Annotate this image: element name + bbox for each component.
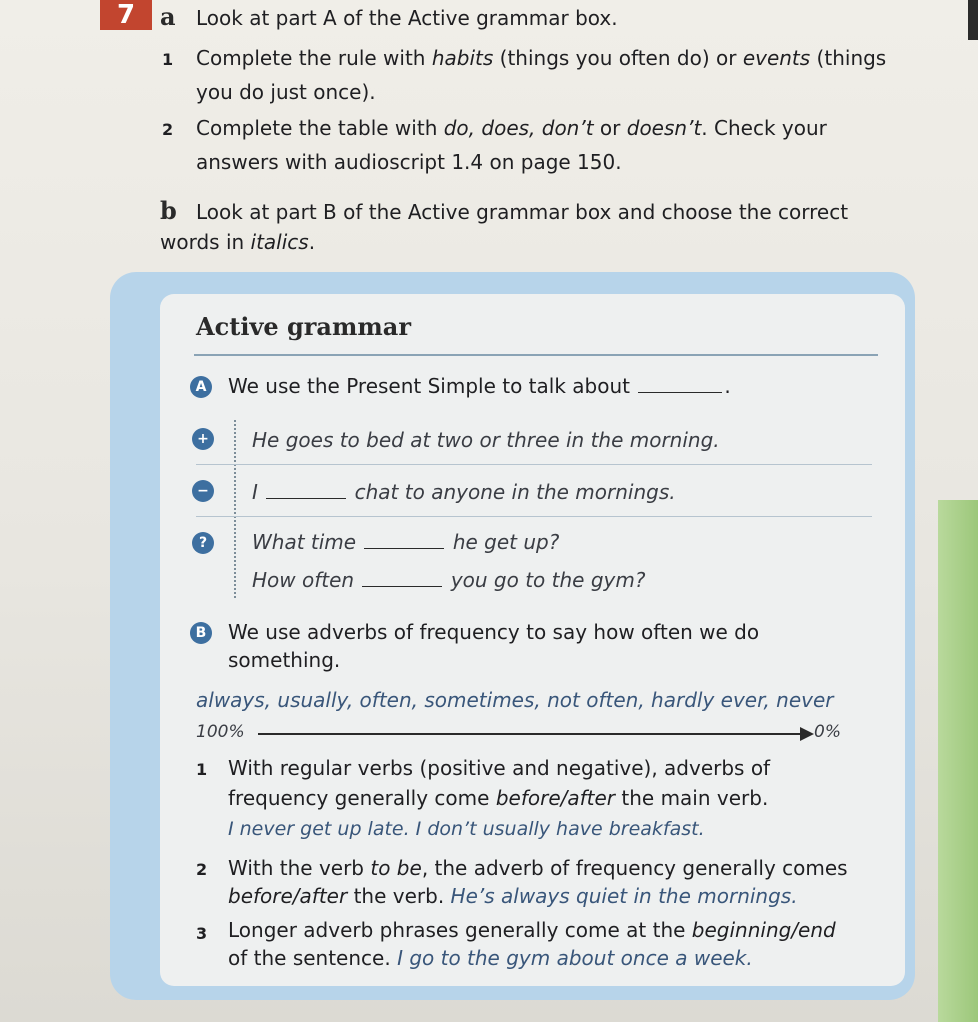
rule-number: 2 xyxy=(196,860,208,879)
rule-2-line-1: With the verb to be, the adverb of frequency generally comes xyxy=(228,856,848,880)
rule-number: 3 xyxy=(196,924,208,943)
item-number: 1 xyxy=(162,50,174,69)
grammar-box-title: Active grammar xyxy=(196,312,411,341)
question-example-2: How often you go to the gym? xyxy=(252,568,646,592)
question-example-1: What time he get up? xyxy=(252,530,560,554)
rule-1-example: I never get up late. I don’t usually have breakfast. xyxy=(228,818,705,840)
negative-example: I chat to anyone in the mornings. xyxy=(252,480,676,504)
positive-icon: + xyxy=(192,428,214,450)
table-row-divider xyxy=(196,464,872,465)
item-1-line-2: you do just once). xyxy=(196,80,376,104)
positive-example: He goes to bed at two or three in the morning. xyxy=(252,428,720,452)
item-2-line-1: Complete the table with do, does, don’t or doesn’t. Check your xyxy=(196,116,827,140)
rule-3-line-2: of the sentence. I go to the gym about once a week. xyxy=(228,946,753,970)
item-1-line-1: Complete the rule with habits (things you often do) or events (things xyxy=(196,46,887,70)
table-dotted-divider xyxy=(234,420,236,598)
exercise-number-badge: 7 xyxy=(100,0,152,30)
section-b-icon: B xyxy=(190,622,212,644)
frequency-scale-arrowhead xyxy=(800,727,814,741)
rule-1-line-2: frequency generally come before/after the main verb. xyxy=(228,786,769,810)
scale-right-label: 0% xyxy=(814,722,841,742)
rule-2-line-2: before/after the verb. He’s always quiet in the mornings. xyxy=(228,884,798,908)
negative-icon: − xyxy=(192,480,214,502)
section-a-icon: A xyxy=(190,376,212,398)
table-row-divider xyxy=(196,516,872,517)
rule-number: 1 xyxy=(196,760,208,779)
rule-1-line-1: With regular verbs (positive and negative), adverbs of xyxy=(228,756,771,780)
section-a-rule: We use the Present Simple to talk about . xyxy=(228,374,731,398)
part-a-letter: a xyxy=(160,2,176,31)
section-b-rule-line-1: We use adverbs of frequency to say how often we do xyxy=(228,620,760,644)
page-corner-shadow xyxy=(968,0,978,40)
part-b-line-2: words in italics. xyxy=(160,230,316,254)
rule-3-line-1: Longer adverb phrases generally come at the beginning/end xyxy=(228,918,836,942)
item-number: 2 xyxy=(162,120,174,139)
adjacent-page-edge xyxy=(938,500,978,1022)
scale-left-label: 100% xyxy=(196,722,245,742)
title-divider xyxy=(194,354,878,356)
question-icon: ? xyxy=(192,532,214,554)
frequency-scale-line xyxy=(258,733,806,735)
section-b-rule-line-2: something. xyxy=(228,648,341,672)
adverbs-list: always, usually, often, sometimes, not often, hardly ever, never xyxy=(196,688,834,712)
part-b-line-1: Look at part B of the Active grammar box and choose the correct xyxy=(196,200,849,224)
item-2-line-2: answers with audioscript 1.4 on page 150. xyxy=(196,150,622,174)
part-a-instruction: Look at part A of the Active grammar box. xyxy=(196,6,618,30)
part-b-letter: b xyxy=(160,196,177,225)
